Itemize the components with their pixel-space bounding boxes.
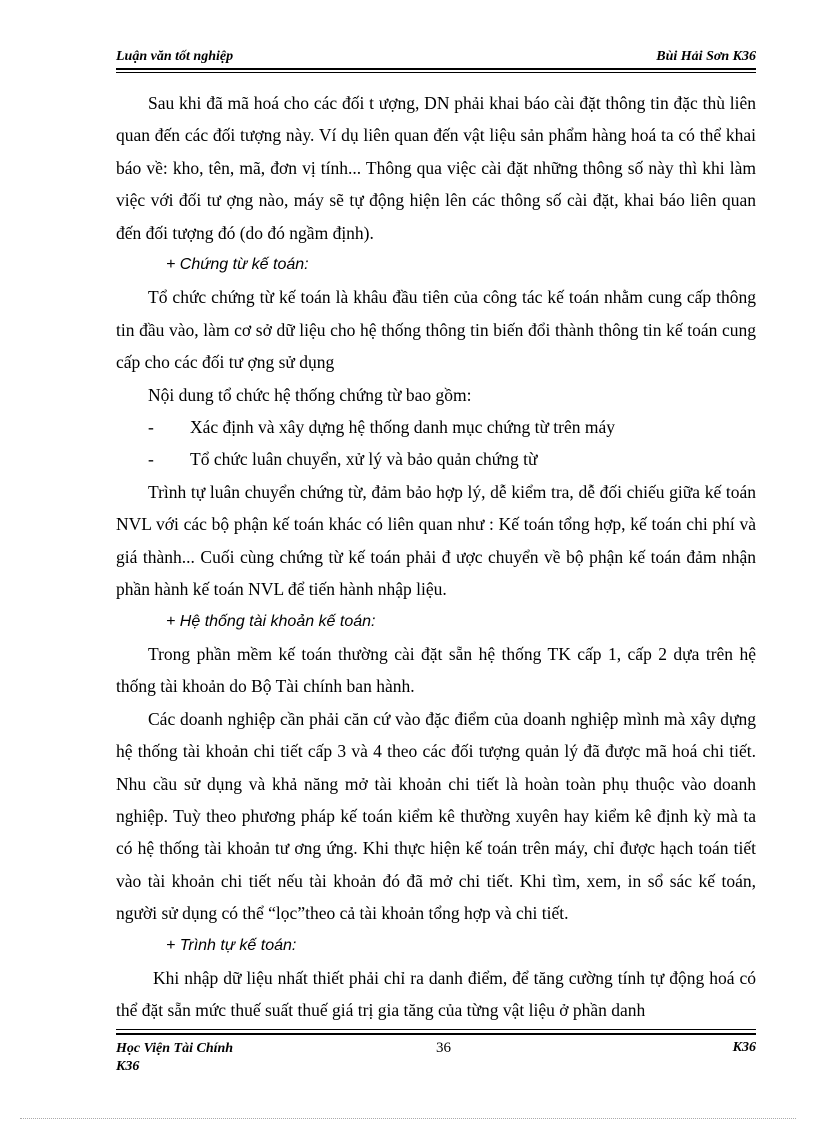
heading-account-system: + Hệ thống tài khoản kế toán: [166,612,376,630]
paragraph-voucher-organization: Tổ chức chứng từ kế toán là khâu đầu tiên của công tác kế toán nhằm cung cấp thông tin đầu vào, làm cơ sở dữ liệu cho hệ thống thông tin biến đổi thành thông tin kế toán cung cấp cho các đối tư ợng sử dụng [116,287,756,373]
page-number: 36 [436,1040,451,1056]
dash-bullet: - [148,449,154,470]
footer-institution-name: Học Viện Tài Chính [116,1041,234,1056]
footer-institution [116,1040,233,1076]
list-item [116,411,756,443]
footer-class: K36 [732,1040,756,1055]
dash-bullet: - [148,417,154,438]
header-rule-thick [116,68,756,70]
heading-accounting-procedure: + Trình tự kế toán: [166,936,297,954]
header-author: Bùi Hải Sơn K36 [656,49,756,64]
page-edge-dotted-line [20,1118,796,1119]
paragraph-detailed-accounts: Các doanh nghiệp cần phải căn cứ vào đặc điểm của doanh nghiệp mình mà xây dựng hệ thống tài khoản chi tiết cấp 3 và 4 theo các đối tượng quản lý đã được mã hoá chi tiết. Nhu cầu sử dụng và khả năng mở tài khoản chi tiết là hoàn toàn phụ thuộc vào doanh nghiệp. Tuỳ theo phương pháp kế toán kiểm kê thường xuyên hay kiểm kê định kỳ mà ta có hệ thống tài khoản tư ơng ứng. Khi thực hiện kế toán trên máy, chỉ được hạch toán tiết vào tài khoản chi tiết nếu tài khoản đó đã mở chi tiết. Khi tìm, xem, in sổ sác kế toán, người sử dụng có thể “lọc”theo cả tài khoản tổng hợp và chi tiết. [116,708,756,924]
header-thesis-title: Luận văn tốt nghiệp [116,49,234,64]
paragraph-software-accounts: Trong phần mềm kế toán thường cài đặt sẵn hệ thống TK cấp 1, cấp 2 dựa trên hệ thống tài khoản do Bộ Tài chính ban hành. [116,643,756,697]
list-item-text: Tổ chức luân chuyển, xử lý và bảo quản chứng từ [190,449,538,470]
page-body [116,87,756,1021]
page-footer [116,1040,756,1080]
paragraph-data-entry: Khi nhập dữ liệu nhất thiết phải chỉ ra danh điểm, để tăng cường tính tự động hoá có thể đặt sẵn mức thuế suất thuế giá trị gia tăng của từng vật liệu ở phần danh [116,967,756,1021]
footer-rule-thick [116,1033,756,1035]
header-rule-thin [116,72,756,73]
heading-accounting-vouchers: + Chứng từ kế toán: [166,256,309,274]
list-item-text: Xác định và xây dựng hệ thống danh mục chứng từ trên máy [190,417,616,438]
list-item [116,443,756,475]
page-header [116,49,756,67]
paragraph-voucher-content: Nội dung tổ chức hệ thống chứng từ bao gồm: [148,384,472,405]
paragraph-voucher-flow: Trình tự luân chuyển chứng từ, đảm bảo hợp lý, dễ kiểm tra, dễ đối chiếu giữa kế toán NVL với các bộ phận kế toán khác có liên quan như : Kế toán tổng hợp, kế toán chi phí và giá thành... Cuối cùng chứng từ kế toán phải đ ược chuyển về bộ phận kế toán đảm nhận phần hành kế toán NVL để tiến hành nhập liệu. [116,481,756,600]
footer-institution-class: K36 [116,1059,140,1074]
paragraph-object-setup: Sau khi đã mã hoá cho các đối t ượng, DN phải khai báo cài đặt thông tin đặc thù liên quan đến các đối tượng này. Ví dụ liên quan đến vật liệu sản phẩm hàng hoá ta có thể khai báo về: kho, tên, mã, đơn vị tính... Thông qua việc cài đặt những thông số này thì khi làm việc với đối tư ợng nào, máy sẽ tự động hiện lên các thông số cài đặt, khai báo liên quan đến đối tượng đó (do đó ngầm định). [116,93,756,243]
footer-rule-thin [116,1029,756,1030]
